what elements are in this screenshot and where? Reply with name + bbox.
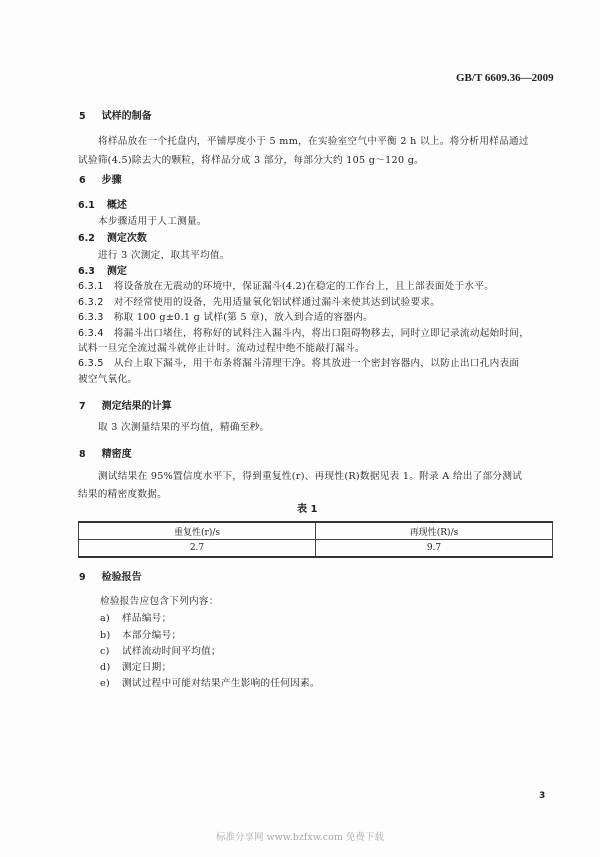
section-number: 6.3 — [78, 266, 95, 277]
section-number: 5 — [79, 111, 86, 122]
section-8-heading — [79, 448, 132, 462]
section-number: 6 — [79, 175, 86, 186]
paragraph-line: 将样品放在一个托盘内，平铺厚度小于 5 mm，在实验室空气中平衡 2 h 以上。将分析用样品通过 — [98, 136, 529, 147]
section-title: 测定 — [106, 266, 127, 277]
list-item — [100, 661, 171, 675]
clause-6-3-5 — [78, 357, 519, 371]
section-number: 6.2 — [78, 233, 95, 244]
section-number: 6.1 — [78, 200, 95, 211]
clause-number: 6.3.4 — [78, 328, 104, 339]
clause-number: 6.3.1 — [78, 281, 104, 292]
standard-number: GB/T 6609.36—2009 — [456, 72, 554, 84]
list-marker: e) — [100, 678, 111, 689]
section-title: 精密度 — [101, 449, 132, 460]
section-7-heading — [79, 400, 172, 414]
clause-text: 将设备放在无震动的环境中，保证漏斗(4.2)在稳定的工作台上，且上部表面处于水平。 — [113, 281, 495, 292]
list-item-text: 测试过程中可能对结果产生影响的任何因素。 — [122, 678, 320, 689]
section-title: 概述 — [106, 200, 127, 211]
list-item-text: 样品编号； — [122, 613, 172, 624]
table-header-cell: 重复性(r)/s — [79, 522, 316, 540]
section-title: 试样的制备 — [101, 111, 152, 122]
list-marker: a) — [100, 613, 111, 624]
table-cell: 2.7 — [79, 540, 316, 558]
list-item — [100, 629, 181, 643]
clause-6-3-3 — [78, 311, 373, 325]
clause-continuation: 被空气氧化。 — [78, 374, 138, 385]
section-number: 9 — [79, 572, 86, 583]
clause-text: 对不经常使用的设备，先用适量氧化铝试样通过漏斗来使其达到试验要求。 — [113, 297, 441, 308]
table-row — [79, 540, 553, 558]
table-caption: 表 1 — [297, 504, 318, 515]
clause-number: 6.3.5 — [78, 358, 104, 369]
paragraph-line: 检验报告应包含下列内容： — [100, 596, 219, 607]
paragraph-line: 结果的精密度数据。 — [78, 489, 168, 500]
section-title: 测定结果的计算 — [101, 401, 172, 412]
paragraph-line: 进行 3 次测定，取其平均值。 — [98, 250, 230, 261]
section-9-heading — [79, 571, 142, 585]
table-header-row — [79, 522, 553, 540]
paragraph-line: 取 3 次测量结果的平均值，精确至秒。 — [98, 422, 270, 433]
paragraph-line: 本步骤适用于人工测量。 — [98, 216, 207, 227]
paragraph-line: 试验筛(4.5)除去大的颗粒，将样品分成 3 部分，每部分大约 105 g～120 g。 — [78, 155, 425, 166]
clause-6-3-1 — [78, 280, 494, 294]
clause-6-3-2 — [78, 296, 440, 310]
list-marker: d) — [100, 662, 111, 673]
list-item — [100, 645, 221, 659]
table-cell: 9.7 — [316, 540, 553, 558]
section-title: 步骤 — [101, 175, 122, 186]
section-title: 测定次数 — [106, 233, 147, 244]
clause-text: 称取 100 g±0.1 g 试样(第 5 章)，放入到合适的容器内。 — [113, 312, 374, 323]
section-number: 8 — [79, 449, 86, 460]
clause-text: 将漏斗出口堵住，将称好的试料注入漏斗内，将出口阻碍物移去，同时立即记录流动起始时间， — [113, 328, 530, 339]
list-item-text: 测定日期； — [122, 662, 172, 673]
precision-table — [78, 521, 553, 558]
list-marker: c) — [100, 646, 110, 657]
table-header-cell: 再现性(R)/s — [316, 522, 553, 540]
list-marker: b) — [100, 630, 111, 641]
list-item — [100, 677, 320, 691]
clause-continuation: 试料一旦完全流过漏斗就停止计时。流动过程中绝不能敲打漏斗。 — [78, 343, 365, 354]
clause-6-3-4 — [78, 327, 529, 341]
clause-number: 6.3.2 — [78, 297, 104, 308]
section-title: 检验报告 — [101, 572, 142, 583]
page-number: 3 — [539, 791, 546, 801]
clause-number: 6.3.3 — [78, 312, 104, 323]
watermark: 标准分享网 www.bzfxw.com 免费下载 — [216, 832, 384, 843]
subsection-6-1-heading — [78, 199, 127, 213]
section-6-heading — [79, 174, 122, 188]
section-number: 7 — [79, 401, 86, 412]
paragraph-line: 测试结果在 95%置信度水平下，得到重复性(r)、再现性(R)数据见表 1。附录 A 给出了部分测试 — [98, 471, 523, 482]
clause-text: 从台上取下漏斗，用干布条将漏斗清理干净。将其放进一个密封容器内，以防止出口孔内表面 — [113, 358, 520, 369]
list-item — [100, 612, 171, 626]
subsection-6-2-heading — [78, 232, 147, 246]
subsection-6-3-heading — [78, 265, 127, 279]
list-item-text: 试样流动时间平均值； — [122, 646, 221, 657]
section-5-heading — [79, 110, 152, 124]
list-item-text: 本部分编号； — [122, 630, 182, 641]
